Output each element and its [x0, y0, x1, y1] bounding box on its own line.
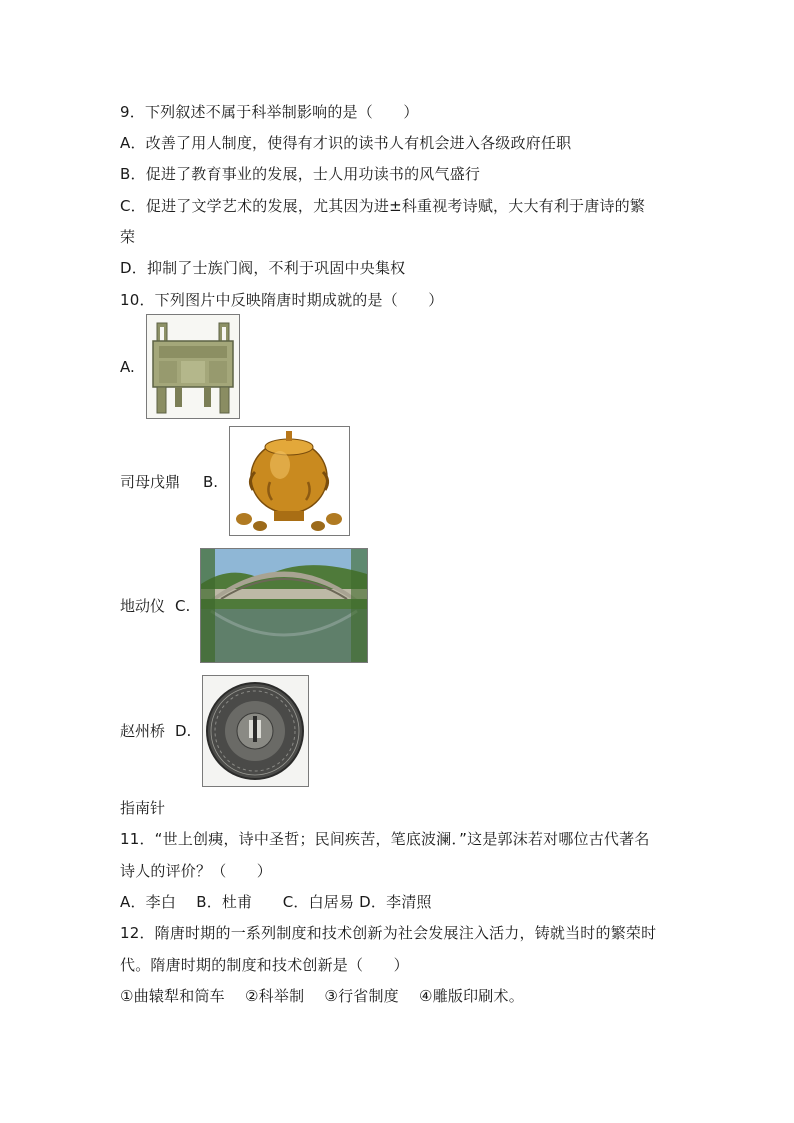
q12-items: ①曲辕犁和筒车 ②科举制 ③行省制度 ④雕版印刷术。 [120, 987, 524, 1005]
q9-option-c: C．促进了文学艺术的发展，尤其因为进±科重视考诗赋，大大有利于唐诗的繁 [120, 197, 646, 215]
q10-option-b-caption: 地动仪 [120, 597, 166, 615]
q12-stem: 12．隋唐时期的一系列制度和技术创新为社会发展注入活力，铸就当时的繁荣时 [120, 924, 657, 942]
q10-option-a-label: A. [120, 358, 135, 376]
q10-option-b-label: B. [203, 473, 219, 491]
q10-option-c-caption: 赵州桥 [120, 722, 166, 740]
seismograph-image [229, 426, 350, 536]
q9-stem: 9．下列叙述不属于科举制影响的是（ ） [120, 103, 419, 121]
q9-option-d: D．抑制了士族门阀，不利于巩固中央集权 [120, 259, 406, 277]
q12-stem-continued: 代。隋唐时期的制度和技术创新是（ ） [120, 956, 409, 974]
q9-option-b: B．促进了教育事业的发展，士人用功读书的风气盛行 [120, 165, 481, 183]
q10-option-d-label: D. [175, 722, 192, 740]
q10-option-c-label: C. [175, 597, 191, 615]
bronze-ding-image [146, 314, 240, 419]
q9-option-a: A．改善了用人制度，使得有才识的读书人有机会进入各级政府任职 [120, 134, 572, 152]
q10-stem: 10．下列图片中反映隋唐时期成就的是（ ） [120, 291, 444, 309]
compass-image [202, 675, 309, 787]
zhaozhou-bridge-image [200, 548, 368, 663]
q11-stem-continued: 诗人的评价？（ ） [120, 862, 273, 880]
q10-option-d-caption: 指南针 [120, 799, 166, 817]
q11-options: A．李白 B．杜甫 C．白居易 D．李清照 [120, 893, 432, 911]
q10-option-a-caption: 司母戊鼎 [120, 473, 181, 491]
q11-stem: 11．“世上创痍，诗中圣哲；民间疾苦，笔底波澜．”这是郭沫若对哪位古代著名 [120, 830, 650, 848]
q9-option-c-continued: 荣 [120, 228, 136, 246]
